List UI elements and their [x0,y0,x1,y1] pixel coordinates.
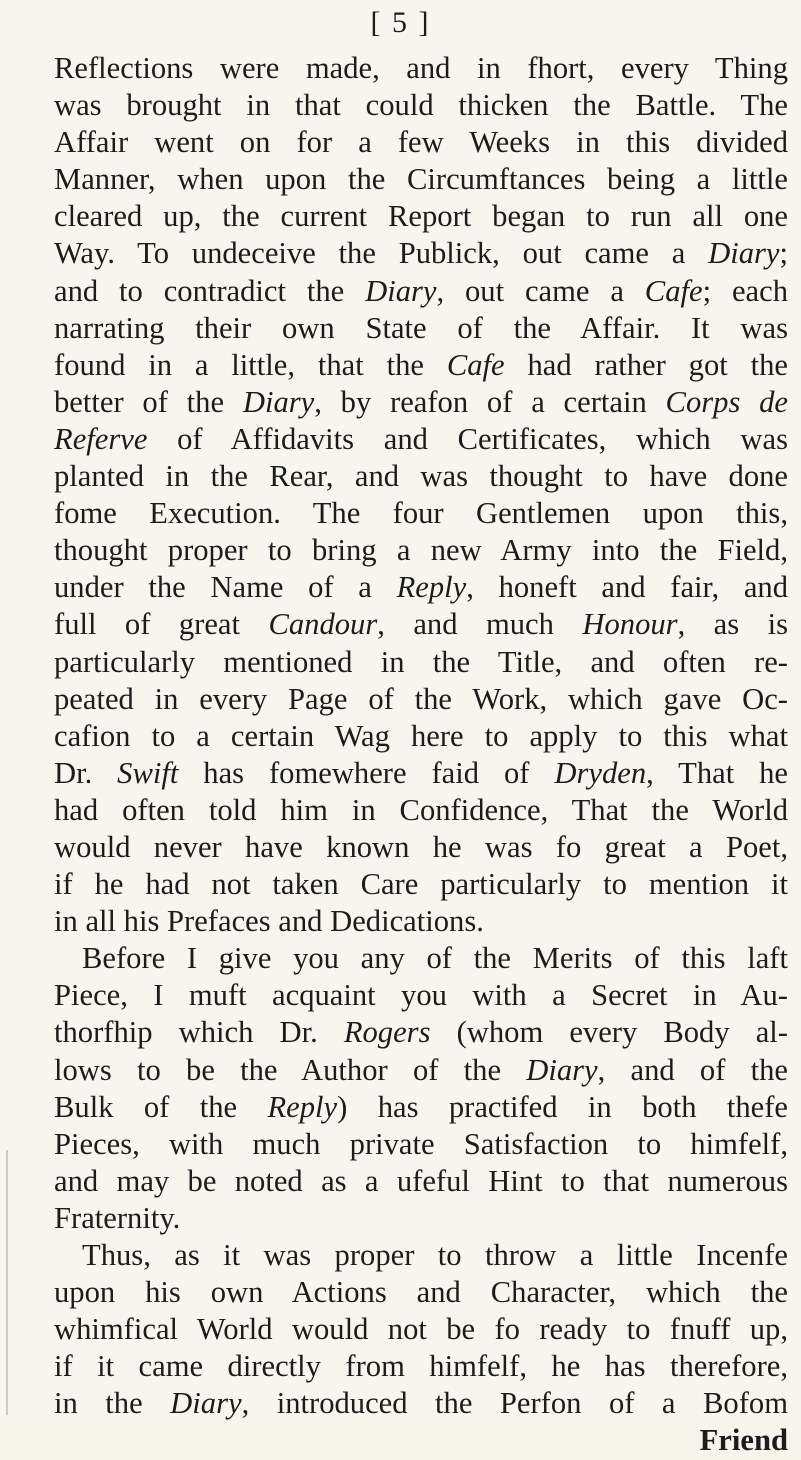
text-segment: and may be noted as a ufeful Hint to that numerous [54,1163,788,1198]
text-segment: planted in the Rear, and was thought to have done [54,459,788,494]
text-line [54,792,788,829]
text-line [54,829,788,866]
text-segment: had often told him in Confidence, That the World [54,792,788,827]
text-line [54,1348,788,1385]
text-line [54,235,788,272]
text-line [54,569,788,606]
text-segment: ) has practifed in both thefe [337,1089,789,1124]
text-segment: , and much [377,607,583,642]
text-line [54,347,788,384]
body-text [54,50,788,1460]
text-segment: would never have known he was fo great a Poet, [54,829,788,864]
text-line [54,273,788,310]
text-segment: , out came a [436,273,645,308]
text-line [54,1311,788,1348]
text-segment: of Affidavits and Certificates, which was [147,421,788,456]
text-segment: Bulk of the [54,1089,268,1124]
text-segment: and to contradict the [54,273,366,308]
text-line [54,384,788,421]
text-line [54,681,788,718]
text-segment: upon his own Actions and Character, which the [54,1275,788,1310]
text-segment: Before I give you any of the Merits of this laft [82,941,788,976]
text-line [54,644,788,681]
italic-text: Rogers [343,1015,431,1050]
catchword [54,1422,788,1459]
text-segment: , and of the [597,1052,788,1087]
text-line [54,198,788,235]
text-segment: , That he [646,755,788,790]
italic-text: Referve [54,421,148,456]
text-segment: found in a little, that the [54,347,447,382]
text-segment: ; [779,236,788,271]
text-line [54,87,788,124]
text-segment: if he had not taken Care particularly to mention it [54,867,788,902]
italic-text: Corps de [665,384,789,419]
text-segment: lows to be the Author of the [54,1052,527,1087]
text-segment: whimfical World would not be fo ready to fnuff up, [54,1312,788,1347]
italic-text: Reply [396,570,467,605]
text-segment: under the Name of a [54,570,397,605]
italic-text: Diary [365,273,437,308]
italic-text: Candour [268,607,378,642]
text-segment: fome Execution. The four Gentlemen upon this, [54,496,788,531]
text-line [54,606,788,643]
text-line [54,903,788,940]
text-segment: full of great [54,607,269,642]
text-line [54,1200,788,1237]
italic-text: Honour [582,607,678,642]
text-line [54,124,788,161]
text-line [54,1089,788,1126]
text-segment: Dr. [54,755,118,790]
text-segment: cleared up, the current Report began to run all one [54,199,788,234]
text-line [54,495,788,532]
text-segment: (whom every Body al- [430,1015,788,1050]
text-segment: Way. To undeceive the Publick, out came a [54,236,709,271]
text-line [54,532,788,569]
text-segment: Piece, I muft acquaint you with a Secret in Au- [54,978,788,1013]
text-segment: cafion to a certain Wag here to apply to this what [54,718,788,753]
text-line [54,421,788,458]
text-segment: , introduced the Perfon of a Bofom [241,1386,788,1421]
text-line [54,458,788,495]
text-segment: better of the [54,384,243,419]
binding-edge [6,1150,8,1415]
text-line [54,310,788,347]
italic-text: Diary [708,236,780,271]
text-line [54,1014,788,1051]
text-line [54,940,788,977]
text-segment: , as is [677,607,788,642]
text-segment: thought proper to bring a new Army into the Field, [54,533,788,568]
text-segment: Reflections were made, and in fhort, every Thing [54,51,788,85]
italic-text: Reply [267,1089,338,1124]
text-line [54,718,788,755]
text-segment: in the [54,1386,171,1421]
italic-text: Diary [526,1052,598,1087]
text-line [54,866,788,903]
text-segment: thorfhip which Dr. [54,1015,344,1050]
text-segment: ; each [702,273,788,308]
italic-text: Cafe [446,347,505,382]
text-line [54,1237,788,1274]
text-segment: Affair went on for a few Weeks in this divided [54,125,788,160]
text-segment: Manner, when upon the Circumftances being a little [54,162,788,197]
text-segment: had rather got the [504,347,788,382]
text-segment: Fraternity. [54,1200,181,1235]
text-segment: , honeft and fair, and [466,570,789,605]
text-segment: , by reafon of a certain [314,384,666,419]
text-segment: particularly mentioned in the Title, and often re- [54,644,788,679]
text-line [54,1052,788,1089]
text-line [54,1163,788,1200]
text-line [54,50,788,87]
italic-text: Cafe [644,273,703,308]
italic-text: Diary [242,384,315,419]
text-line [54,977,788,1014]
text-segment: has fomewhere faid of [178,755,555,790]
text-segment: if it came directly from himfelf, he has therefore, [54,1349,788,1384]
page-number: [ 5 ] [370,6,431,39]
text-segment: Thus, as it was proper to throw a little Incenfe [82,1238,788,1272]
text-line [54,161,788,198]
text-segment: peated in every Page of the Work, which gave Oc- [54,681,788,716]
text-line [54,1126,788,1163]
text-line [54,1385,788,1422]
text-line [54,755,788,792]
text-segment: narrating their own State of the Affair. It was [54,310,788,345]
text-segment: in all his Prefaces and Dedications. [54,904,484,939]
italic-text: Diary [170,1386,242,1421]
italic-text: Dryden [554,755,647,790]
italic-text: Swift [117,755,179,790]
text-line [54,1274,788,1311]
text-segment: Friend [699,1423,788,1458]
text-segment: was brought in that could thicken the Battle. The [54,88,788,123]
text-segment: Pieces, with much private Satisfaction to himfelf, [54,1126,788,1161]
